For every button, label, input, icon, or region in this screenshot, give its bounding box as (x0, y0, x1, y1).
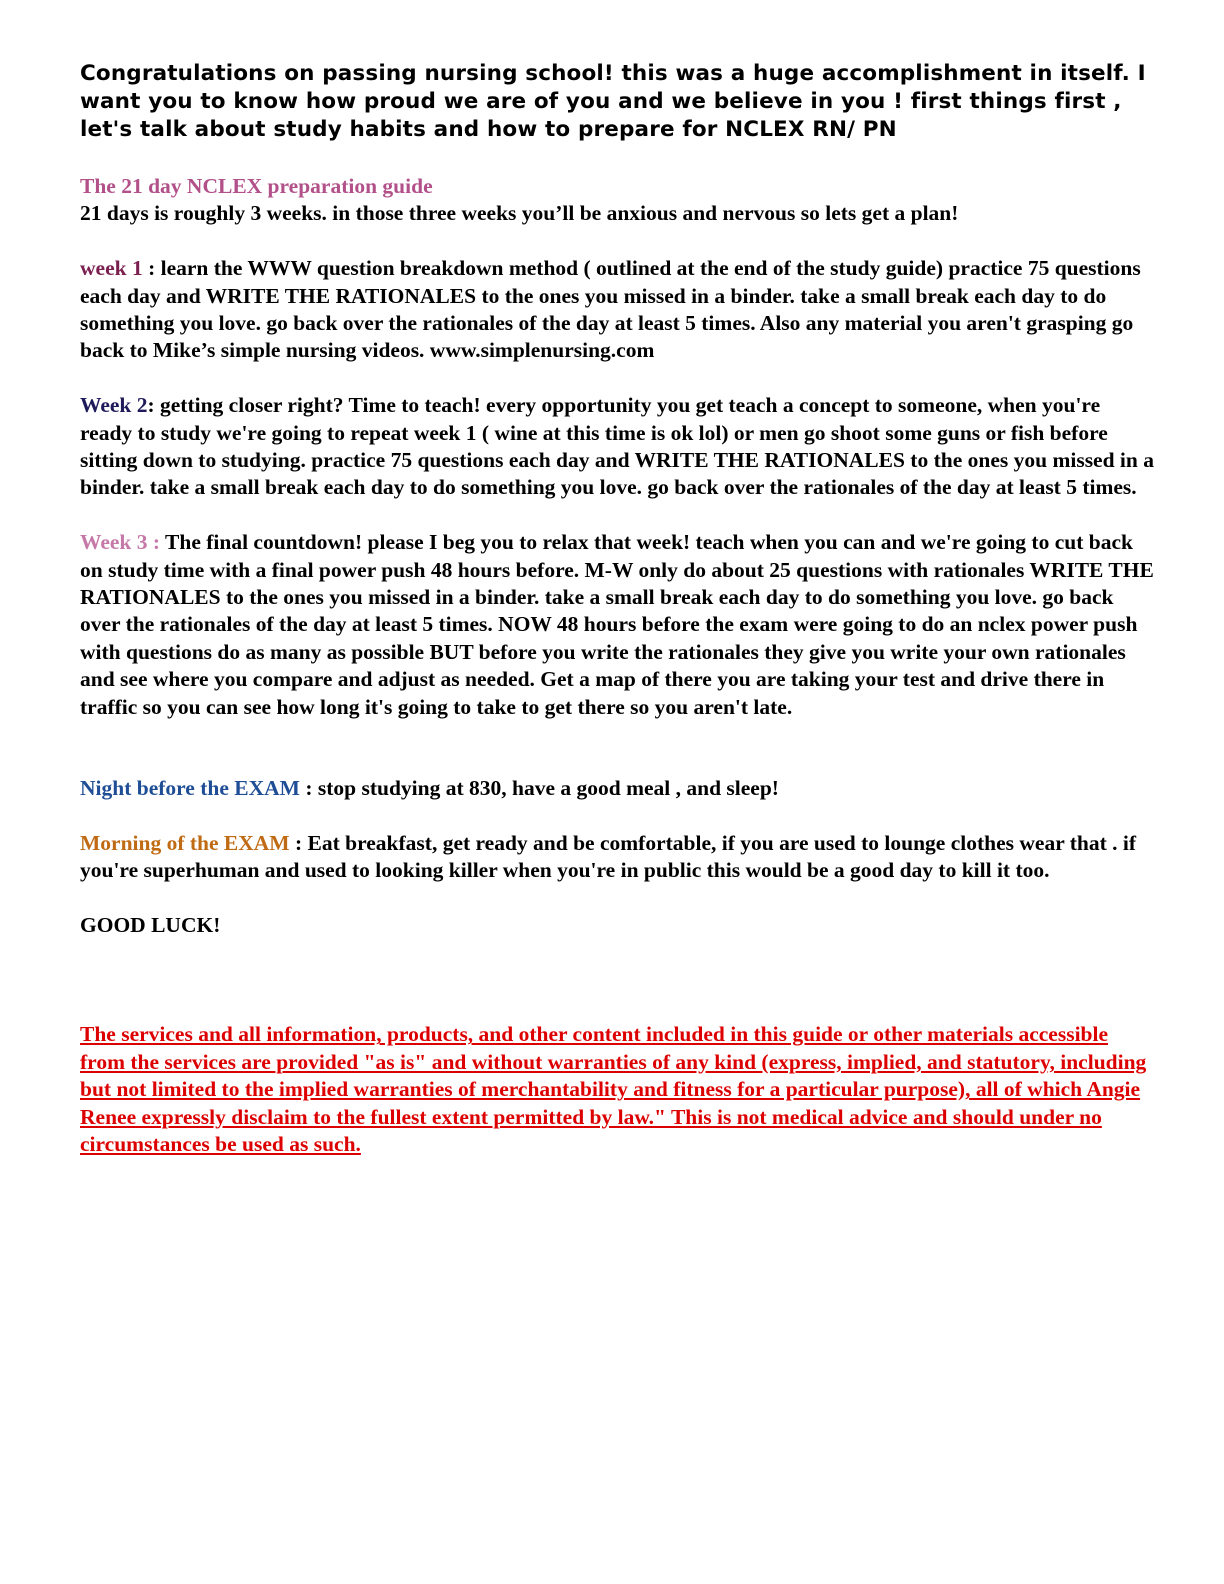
night-label: Night before the EXAM (80, 776, 300, 801)
week3-paragraph (80, 529, 1155, 721)
guide-subtitle: 21 days is roughly 3 weeks. in those three weeks you’ll be anxious and nervous so lets get a plan! (80, 201, 959, 226)
night-text: : stop studying at 830, have a good meal , and sleep! (299, 776, 779, 801)
week2-paragraph (80, 392, 1155, 502)
week1-paragraph (80, 255, 1155, 365)
document-page (80, 60, 1155, 1186)
week3-text: The final countdown! please I beg you to relax that week! teach when you can and we're going to cut back on study time with a final power push 48 hours before. M-W only do about 25 questions with rationales WRITE THE RATIONALES to the ones you missed in a binder. take a small break each day to do something you love. go back over the rationales of the day at least 5 times. NOW 48 hours before the exam were going to do an nclex power push with questions do as many as possible BUT before you write the rationales they give you write your own rationales and see where you compare and adjust as needed. Get a map of there you are taking your test and drive there in traffic so you can see how long it's going to take to get there so you aren't late. (80, 530, 1154, 719)
morning-label: Morning of the EXAM (80, 830, 290, 855)
night-paragraph (80, 775, 1155, 802)
closing-text: GOOD LUCK! (80, 913, 221, 938)
week1-label: week 1 (80, 256, 143, 281)
morning-text: : Eat breakfast, get ready and be comfortable, if you are used to lounge clothes wear that . if you're superhuman and used to looking killer when you're in public this would be a good day to kill it too. (80, 830, 1137, 883)
week2-text: : getting closer right? Time to teach! every opportunity you get teach a concept to someone, when you're ready to study we're going to repeat week 1 ( wine at this time is ok lol) or men go shoot some guns or fish before sitting down to studying. practice 75 questions each day and WRITE THE RATIONALES to the ones you missed in a binder. take a small break each day to do something you love. go back over the rationales of the day at least 5 times. (80, 393, 1154, 500)
week3-label: Week 3 : (80, 530, 161, 555)
week1-text: : learn the WWW question breakdown method ( outlined at the end of the study guide) practice 75 questions each day and WRITE THE RATIONALES to the ones you missed in a binder. take a small break each day to do something you love. go back over the rationales of the day at least 5 times. Also any material you aren't grasping go back to Mike’s simple nursing videos. www.simplenursing.com (80, 256, 1141, 363)
intro-paragraph: Congratulations on passing nursing school! this was a huge accomplishment in itself. I want you to know how proud we are of you and we believe in you ! first things first , let's talk about study habits and how to prepare for NCLEX RN/ PN (80, 61, 1146, 142)
disclaimer-text: The services and all information, products, and other content included in this guide or other materials accessible from the services are provided "as is" and without warranties of any kind (express, implied, and statutory, including but not limited to the implied warranties of merchantability and fitness for a particular purpose), all of which Angie Renee expressly disclaim to the fullest extent permitted by law." This is not medical advice and should under no circumstances be used as such. (80, 1022, 1147, 1157)
guide-title: The 21 day NCLEX preparation guide (80, 174, 433, 198)
guide-section (80, 173, 1155, 228)
week2-label: Week 2 (80, 393, 148, 418)
morning-paragraph (80, 830, 1155, 885)
